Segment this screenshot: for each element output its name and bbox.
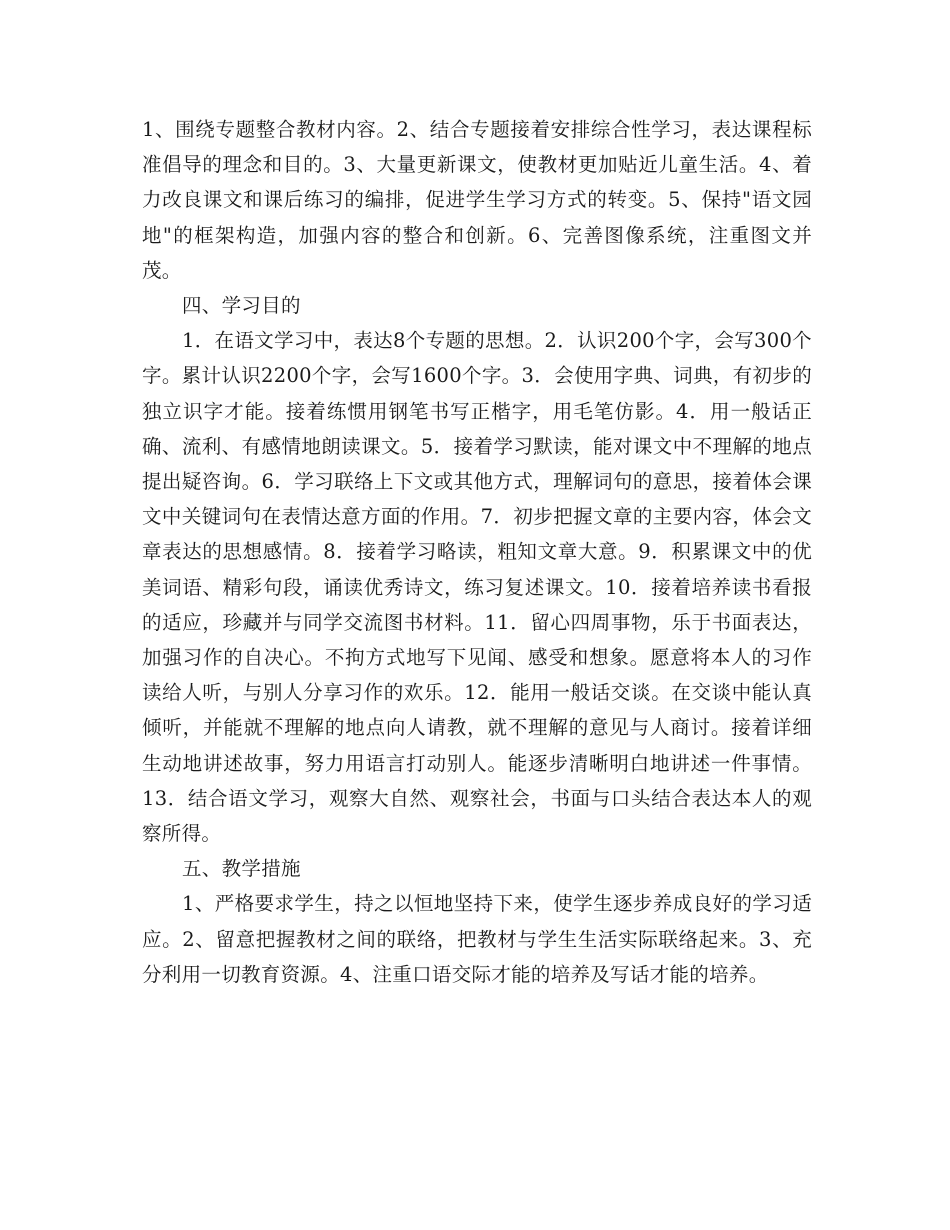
paragraph-teaching-measures: 1、严格要求学生，持之以恒地坚持下来，使学生逐步养成良好的学习适应。2、留意把握教材之间的联络，把教材与学生生活实际联络起来。3、充分利用一切教育资源。4、注重口语交际才能的培养及写话才能的培养。 (142, 892, 812, 986)
heading-teaching-measures: 五、教学措施 (182, 857, 301, 881)
heading-learning-goals: 四、学习目的 (182, 294, 301, 318)
paragraph-textbook-features: 1、围绕专题整合教材内容。2、结合专题接着安排综合性学习，表达课程标准倡导的理念和目的。3、大量更新课文，使教材更加贴近儿童生活。4、着力改良课文和课后练习的编排，促进学生学习方式的转变。5、保持"语文园地"的框架构造，加强内容的整合和创新。6、完善图像系统，注重图文并茂。 (142, 118, 812, 282)
document-body (142, 112, 812, 992)
paragraph-learning-goals: 1．在语文学习中，表达8个专题的思想。2．认识200个字，会写300个字。累计认识2200个字，会写1600个字。3．会使用字典、词典，有初步的独立识字才能。接着练惯用钢笔书写正楷字，用毛笔仿影。4．用一般话正确、流利、有感情地朗读课文。5．接着学习默读，能对课文中不理解的地点提出疑咨询。6．学习联络上下文或其他方式，理解词句的意思，接着体会课文中关键词句在表情达意方面的作用。7．初步把握文章的主要内容，体会文章表达的思想感情。8．接着学习略读，粗知文章大意。9．积累课文中的优美词语、精彩句段，诵读优秀诗文，练习复述课文。10．接着培养读书看报的适应，珍藏并与同学交流图书材料。11．留心四周事物，乐于书面表达，加强习作的自决心。不拘方式地写下见闻、感受和想象。愿意将本人的习作读给人听，与别人分享习作的欢乐。12．能用一般话交谈。在交谈中能认真倾听，并能就不理解的地点向人请教，就不理解的意见与人商讨。接着详细生动地讲述故事，努力用语言打动别人。能逐步清晰明白地讲述一件事情。13．结合语文学习，观察大自然、观察社会，书面与口头结合表达本人的观察所得。 (142, 329, 812, 846)
